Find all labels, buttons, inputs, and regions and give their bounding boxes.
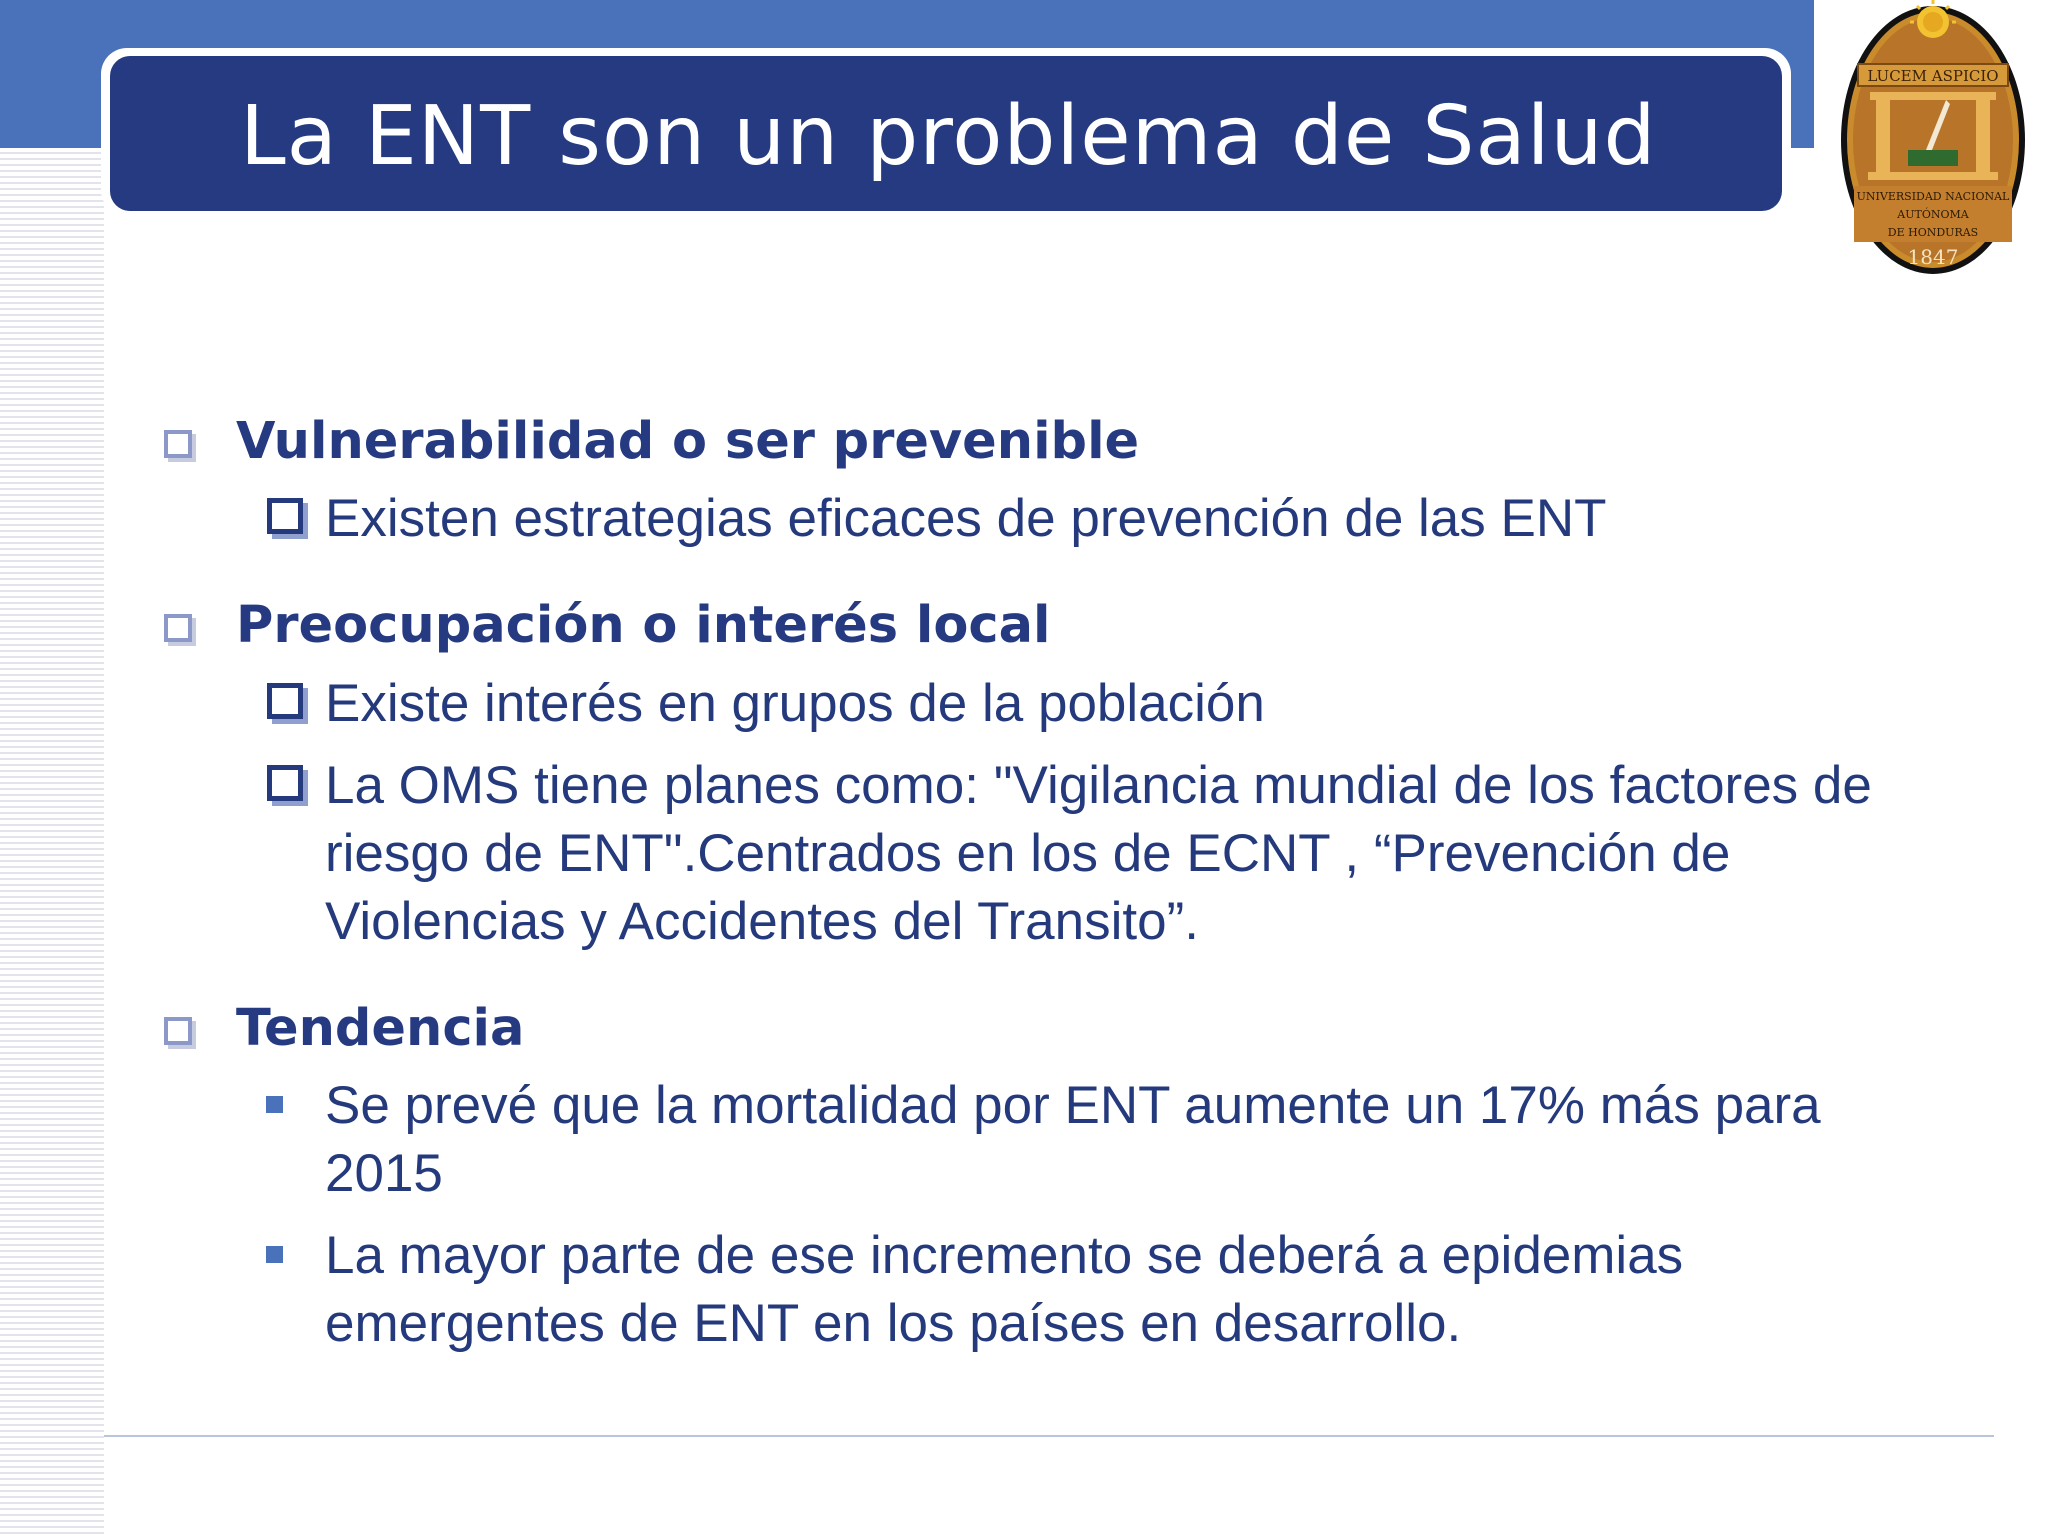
checkbox-bullet-icon <box>164 1017 192 1045</box>
section-heading: Tendencia <box>236 999 525 1058</box>
list-item: Se prevé que la mortalidad por ENT aumente un 17% más para 2015 <box>325 1076 1821 1203</box>
checkbox-bullet-icon <box>267 765 303 801</box>
seal-motto: LUCEM ASPICIO <box>1867 67 1999 85</box>
seal-line-2: AUTÓNOMA <box>1897 208 1969 221</box>
list-item: Existe interés en grupos de la población <box>325 674 1265 733</box>
checkbox-bullet-icon <box>267 498 303 534</box>
seal-line-1: UNIVERSIDAD NACIONAL <box>1856 190 2010 203</box>
list-item: La mayor parte de ese incremento se deberá a epidemias emergentes de ENT en los países en desarrollo. <box>325 1226 1684 1353</box>
list-item: La OMS tiene planes como: "Vigilancia mundial de los factores de riesgo de ENT".Centrados en los de ECNT , “Prevención de Violencias y Accidentes del Transito”. <box>325 756 1872 951</box>
section-heading: Vulnerabilidad o ser prevenible <box>236 412 1140 471</box>
square-bullet-icon <box>266 1096 283 1113</box>
checkbox-bullet-icon <box>164 430 192 458</box>
checkbox-bullet-icon <box>267 683 303 719</box>
section-heading: Preocupación o interés local <box>236 596 1051 655</box>
slide-title: La ENT son un problema de Salud <box>240 89 1657 184</box>
list-item: Existen estrategias eficaces de prevención de las ENT <box>325 489 1607 548</box>
seal-year: 1847 <box>1907 245 1959 269</box>
seal-line-3: DE HONDURAS <box>1887 226 1979 239</box>
footer-divider <box>104 1435 1994 1437</box>
checkbox-bullet-icon <box>164 614 192 642</box>
square-bullet-icon <box>266 1246 283 1263</box>
